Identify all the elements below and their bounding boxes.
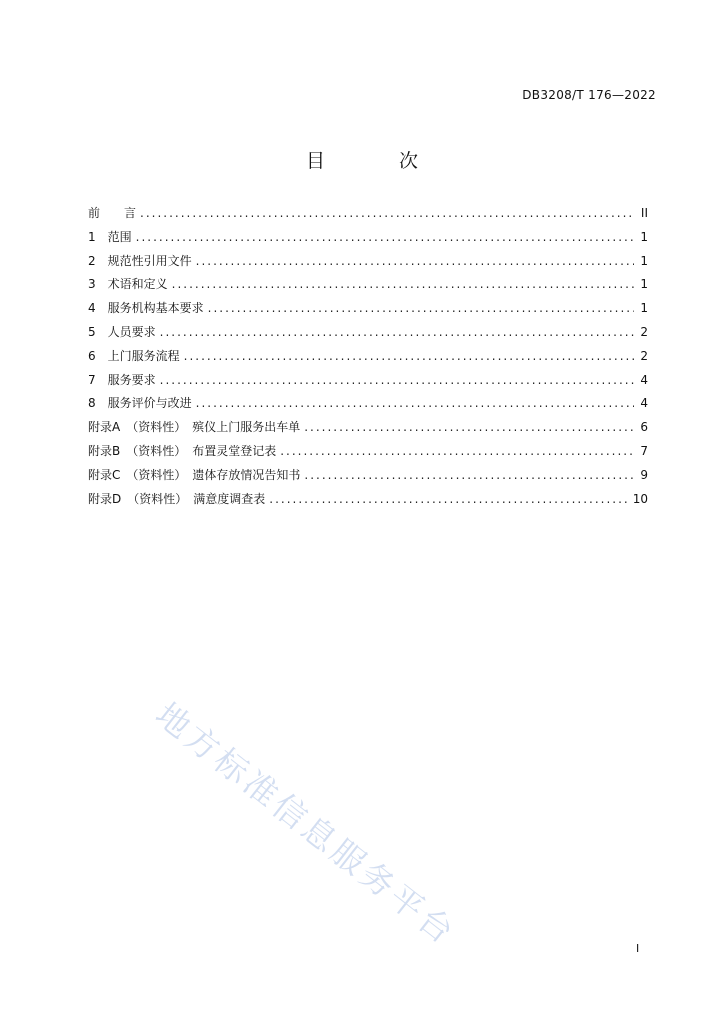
toc-leader-dots xyxy=(140,206,634,220)
toc-entry-appendix-d[interactable] xyxy=(88,490,648,514)
toc-entry-label: 5 人员要求 xyxy=(88,324,156,339)
toc-entry-page: 1 xyxy=(640,253,648,268)
toc-entry-appendix-c[interactable] xyxy=(88,466,648,490)
toc-entry-page: II xyxy=(640,206,648,220)
toc-entry-label: 3 术语和定义 xyxy=(88,277,168,292)
toc-entry-page: 4 xyxy=(640,372,648,387)
toc-leader-dots xyxy=(304,420,634,434)
watermark: 地方标准信息服务平台 xyxy=(148,694,464,954)
toc-entry-label: 4 服务机构基本要求 xyxy=(88,301,204,316)
toc-entry-label: 前 言 xyxy=(88,206,137,220)
toc-entry-page: 6 xyxy=(640,420,648,435)
toc-entry-label: 8 服务评价与改进 xyxy=(88,396,192,411)
toc-leader-dots xyxy=(196,254,634,268)
toc-entry-foreword[interactable] xyxy=(88,204,648,228)
toc-entry-appendix-a[interactable] xyxy=(88,418,648,442)
toc-entry-label: 附录A （资料性） 殡仪上门服务出车单 xyxy=(88,420,301,435)
toc-entry-appendix-b[interactable] xyxy=(88,442,648,466)
toc-entry-door-service-process[interactable] xyxy=(88,347,648,371)
toc-entry-page: 1 xyxy=(640,229,648,244)
toc-entry-label: 7 服务要求 xyxy=(88,372,156,387)
toc-entry-label: 1 范围 xyxy=(88,229,132,244)
toc-leader-dots xyxy=(184,349,634,363)
standard-number: DB3208/T 176—2022 xyxy=(522,88,656,102)
toc-entry-page: 10 xyxy=(632,491,648,506)
toc-entry-terms[interactable] xyxy=(88,275,648,299)
page-number: I xyxy=(636,942,640,955)
toc-entry-label: 附录C （资料性） 遗体存放情况告知书 xyxy=(88,467,301,482)
toc-leader-dots xyxy=(196,396,634,410)
toc-leader-dots xyxy=(304,468,634,482)
toc-entry-page: 1 xyxy=(640,301,648,316)
toc-leader-dots xyxy=(172,277,634,291)
toc-entry-page: 7 xyxy=(640,443,648,458)
toc-leader-dots xyxy=(136,230,634,244)
toc-entry-institution-requirements[interactable] xyxy=(88,299,648,323)
toc-entry-label: 2 规范性引用文件 xyxy=(88,253,192,268)
toc-entry-label: 附录D （资料性） 满意度调查表 xyxy=(88,491,266,506)
toc-entry-label: 6 上门服务流程 xyxy=(88,348,180,363)
toc-entry-page: 2 xyxy=(640,324,648,339)
toc-leader-dots xyxy=(269,492,628,506)
toc-entry-evaluation-improvement[interactable] xyxy=(88,394,648,418)
toc-entry-page: 2 xyxy=(640,348,648,363)
toc-entry-page: 9 xyxy=(640,467,648,482)
toc-entry-scope[interactable] xyxy=(88,228,648,252)
toc-leader-dots xyxy=(280,444,634,458)
toc-entry-page: 4 xyxy=(640,396,648,411)
toc-entry-service-requirements[interactable] xyxy=(88,371,648,395)
table-of-contents xyxy=(88,204,648,513)
toc-leader-dots xyxy=(160,325,634,339)
page-title: 目 次 xyxy=(305,150,453,172)
toc-leader-dots xyxy=(208,301,634,315)
toc-entry-normative-references[interactable] xyxy=(88,252,648,276)
toc-leader-dots xyxy=(160,373,634,387)
toc-entry-page: 1 xyxy=(640,277,648,292)
toc-entry-label: 附录B （资料性） 布置灵堂登记表 xyxy=(88,443,277,458)
toc-entry-personnel-requirements[interactable] xyxy=(88,323,648,347)
